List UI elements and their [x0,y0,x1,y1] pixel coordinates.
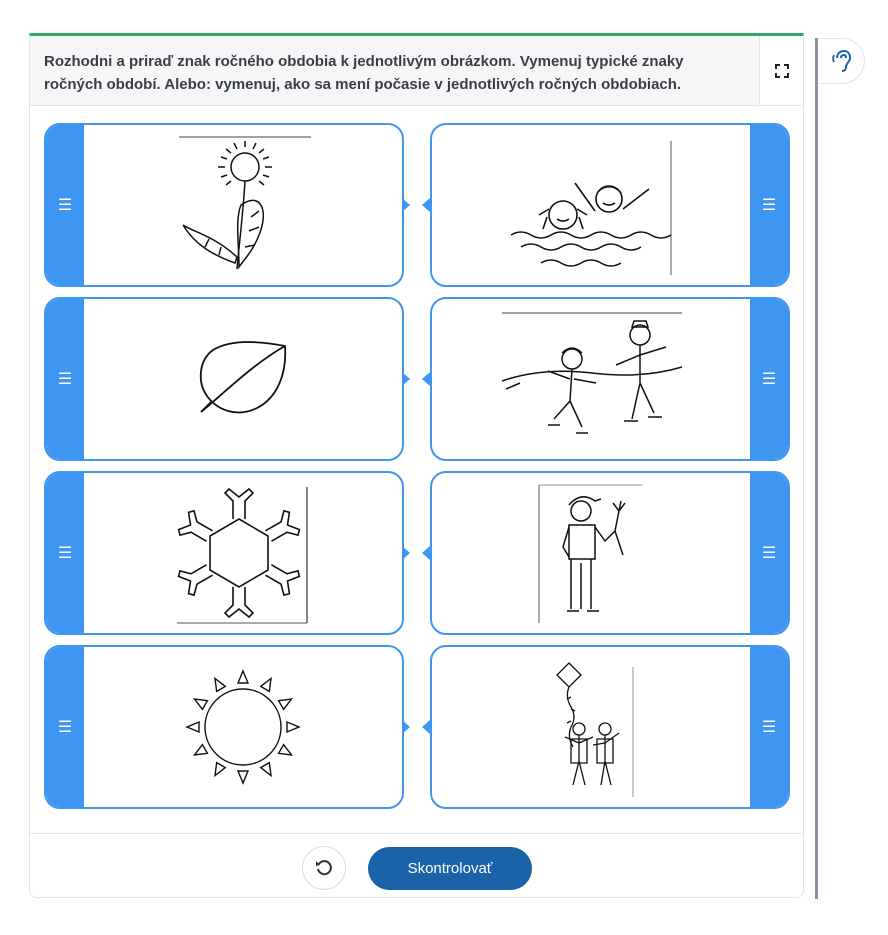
reset-icon [315,859,333,877]
check-button[interactable]: Skontrolovať [368,847,532,890]
left-card-1[interactable] [44,123,404,287]
drag-handle-icon: ☰ [57,371,73,388]
drag-handle[interactable] [46,647,84,807]
fullscreen-button[interactable] [759,36,803,106]
boy-with-flowers-picture [531,481,651,625]
drag-handle[interactable] [46,473,84,633]
left-card-3[interactable] [44,471,404,635]
drag-handle-icon: ☰ [761,545,777,562]
right-card-1[interactable] [430,123,790,287]
kite-picture [432,647,750,807]
exercise-panel [29,33,804,898]
left-card-2[interactable] [44,297,404,461]
drag-handle-icon: ☰ [57,545,73,562]
leaf-icon [193,334,293,424]
drag-handle-icon: ☰ [761,371,777,388]
dandelion-icon [173,135,313,275]
snowflake-icon [173,481,313,625]
drag-handle[interactable] [750,473,788,633]
sun-picture [84,647,402,807]
fullscreen-icon [775,64,789,78]
sun-icon [183,665,303,789]
children-swimming-picture [501,135,681,275]
ear-icon [831,49,853,73]
listen-button[interactable] [819,38,865,84]
children-ice-skating-picture [496,309,686,449]
side-divider [815,38,818,899]
footer-divider [30,833,803,834]
dandelion-picture [84,125,402,285]
children-flying-kite-picture [541,657,641,797]
drag-handle-icon: ☰ [57,197,73,214]
swimming-picture [432,125,750,285]
connector-dot [402,720,430,734]
left-card-4[interactable] [44,645,404,809]
connector-dot [402,546,430,560]
drag-handle[interactable] [46,125,84,285]
drag-handle[interactable] [750,125,788,285]
ice-skating-picture [432,299,750,459]
drag-handle-icon: ☰ [57,719,73,736]
right-card-4[interactable] [430,645,790,809]
drag-handle[interactable] [750,647,788,807]
reset-button[interactable] [302,846,346,890]
boy-with-flowers-picture-frame [432,473,750,633]
drag-handle[interactable] [46,299,84,459]
right-card-3[interactable] [430,471,790,635]
drag-handle-icon: ☰ [761,197,777,214]
right-card-2[interactable] [430,297,790,461]
connector-dot [402,198,430,212]
connector-dot [402,372,430,386]
drag-handle-icon: ☰ [761,719,777,736]
snowflake-picture [84,473,402,633]
drag-handle[interactable] [750,299,788,459]
task-instruction: Rozhodni a priraď znak ročného obdobia k jednotlivým obrázkom. Vymenuj typické znaky ročných období. Alebo: vymenuj, ako sa mení počasie v jednotlivých ročných obdobiach. [30,36,759,106]
leaf-picture [84,299,402,459]
